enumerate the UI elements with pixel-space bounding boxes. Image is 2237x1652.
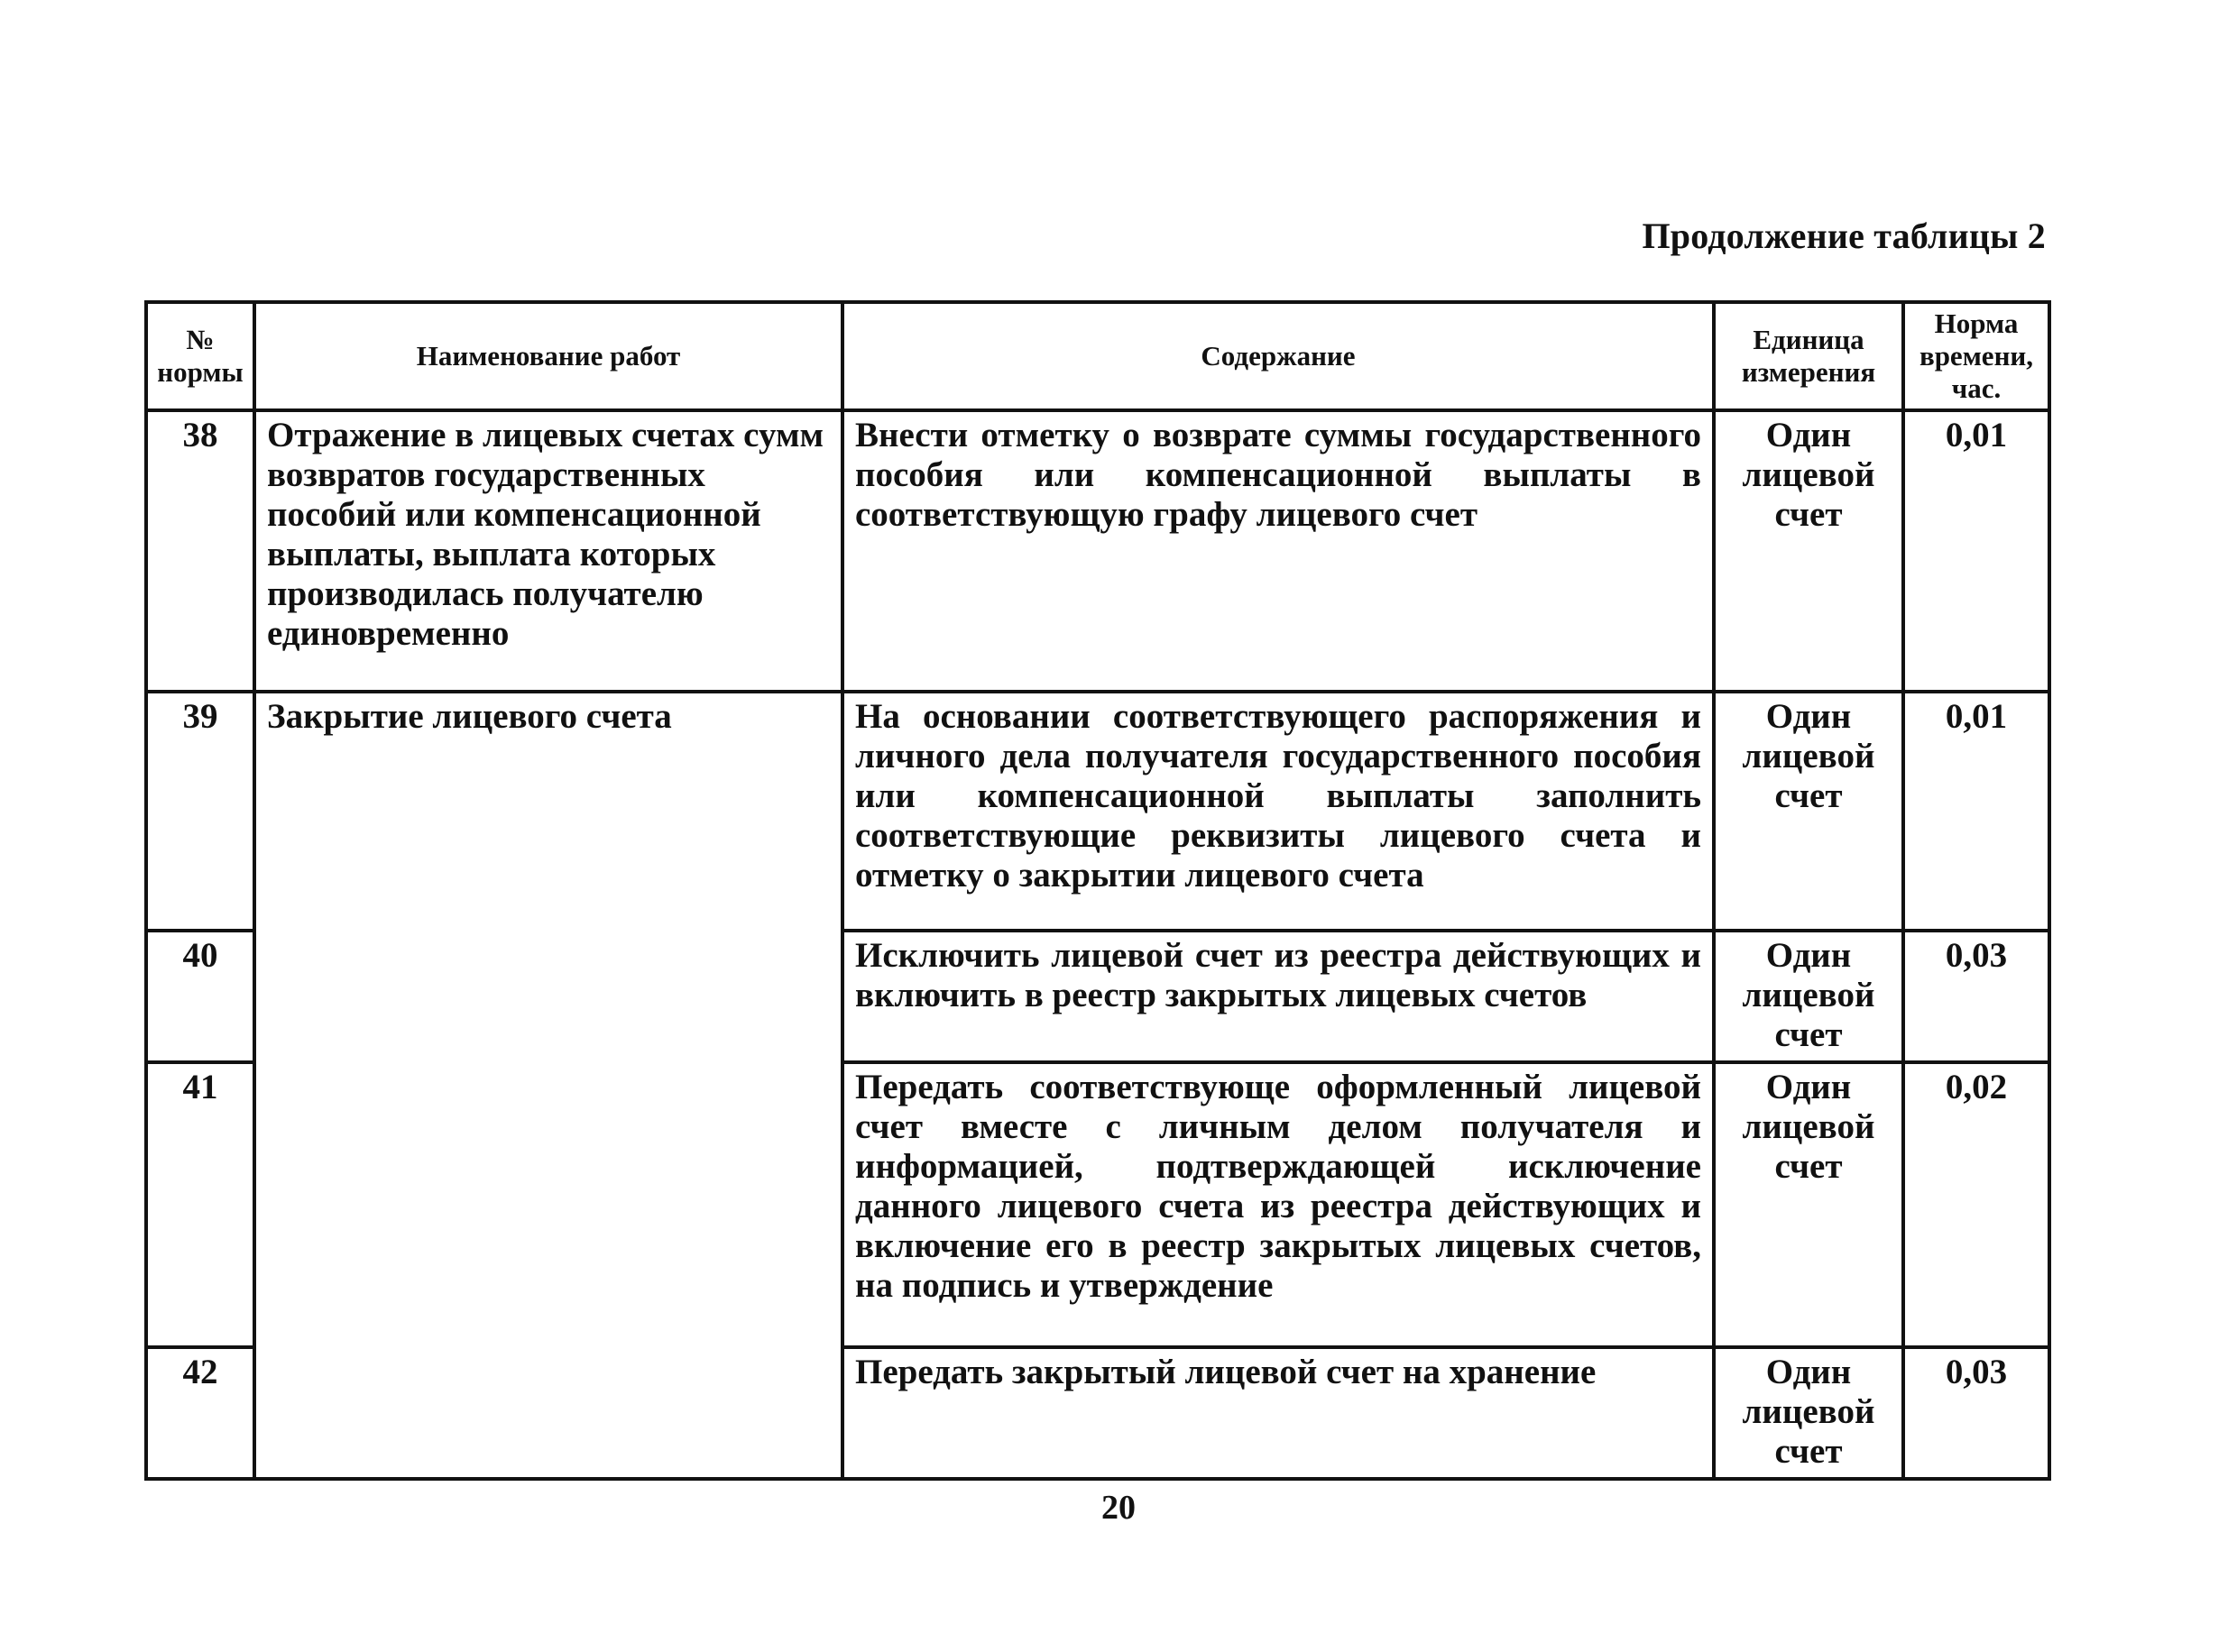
column-header-work-name: Наименование работ <box>254 302 842 410</box>
norm-number: 39 <box>146 692 254 931</box>
unit-of-measure: Один лицевой счет <box>1714 1062 1903 1347</box>
norms-table <box>144 300 2051 1481</box>
time-norm: 0,03 <box>1903 931 2049 1062</box>
unit-of-measure: Один лицевой счет <box>1714 410 1903 692</box>
column-header-number: № нормы <box>146 302 254 410</box>
time-norm: 0,01 <box>1903 410 2049 692</box>
time-norm: 0,03 <box>1903 1347 2049 1479</box>
column-header-time-norm: Норма времени, час. <box>1903 302 2049 410</box>
work-content: На основании соответствующего распоряжения и личного дела получателя государственного пособия или компенсационной выплаты заполнить соответствующие реквизиты лицевого счета и отметку о закрытии лицевого счета <box>842 692 1714 931</box>
unit-of-measure: Один лицевой счет <box>1714 692 1903 931</box>
unit-of-measure: Один лицевой счет <box>1714 931 1903 1062</box>
page-number: 20 <box>1101 1489 1136 1527</box>
unit-of-measure: Один лицевой счет <box>1714 1347 1903 1479</box>
work-content: Исключить лицевой счет из реестра действующих и включить в реестр закрытых лицевых счетов <box>842 931 1714 1062</box>
table-continuation-title: Продолжение таблицы 2 <box>1642 216 2046 256</box>
table-header-row <box>146 302 2049 410</box>
norm-number: 40 <box>146 931 254 1062</box>
work-content: Внести отметку о возврате суммы государственного пособия или компенсационной выплаты в соответствующую графу лицевого счет <box>842 410 1714 692</box>
column-header-content: Содержание <box>842 302 1714 410</box>
time-norm: 0,02 <box>1903 1062 2049 1347</box>
norm-number: 41 <box>146 1062 254 1347</box>
work-content: Передать закрытый лицевой счет на хранение <box>842 1347 1714 1479</box>
norm-number: 38 <box>146 410 254 692</box>
time-norm: 0,01 <box>1903 692 2049 931</box>
norm-number: 42 <box>146 1347 254 1479</box>
work-name: Закрытие лицевого счета <box>254 692 842 1479</box>
table-row <box>146 410 2049 692</box>
work-content: Передать соответствующе оформленный лицевой счет вместе с личным делом получателя и информацией, подтверждающей исключение данного лицевого счета из реестра действующих и включение его в реестр закрытых лицевых счетов, на подпись и утверждение <box>842 1062 1714 1347</box>
work-name: Отражение в лицевых счетах сумм возвратов государственных пособий или компенсационной выплаты, выплата которых производилась получателю единовременно <box>254 410 842 692</box>
table-row <box>146 692 2049 931</box>
column-header-unit: Единица измерения <box>1714 302 1903 410</box>
